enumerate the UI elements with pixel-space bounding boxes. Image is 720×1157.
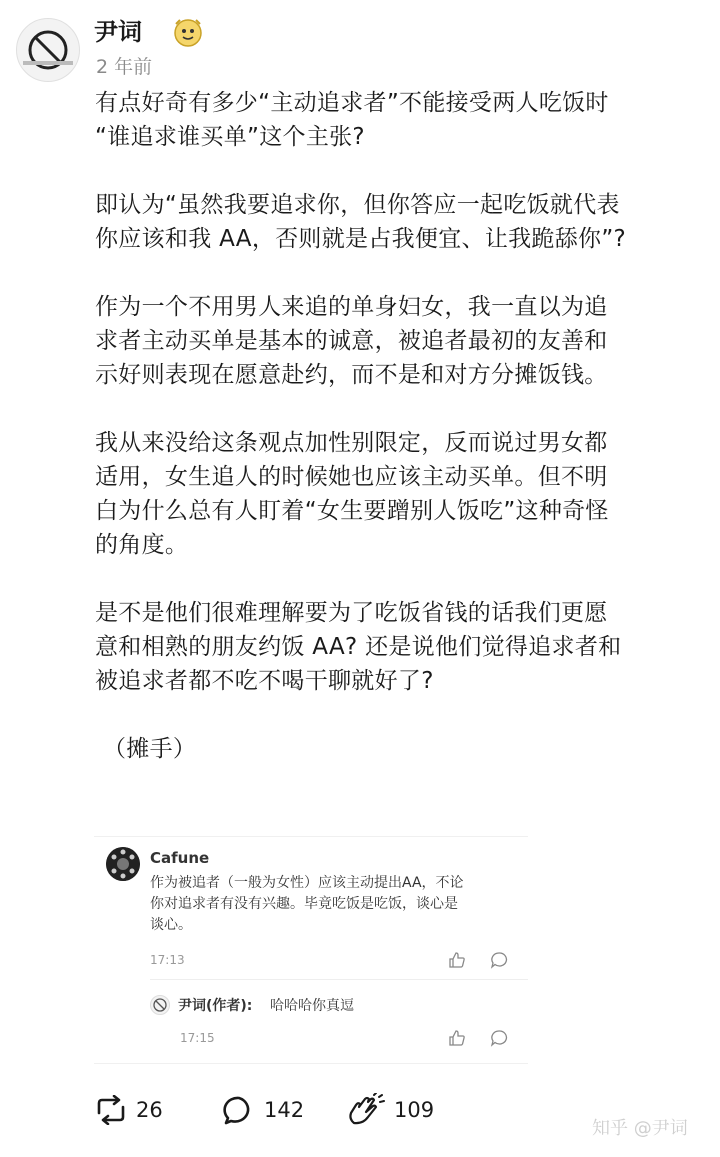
author-badge-icon[interactable] — [172, 18, 204, 48]
watermark: 知乎 @尹词 — [592, 1118, 688, 1139]
comment-count: 142 — [264, 1098, 305, 1122]
author-reply-text: 哈哈哈你真逗 — [270, 998, 354, 1014]
repost-count: 26 — [136, 1098, 163, 1122]
repost-button[interactable] — [94, 1095, 163, 1125]
comment-icon — [222, 1095, 256, 1125]
repost-icon — [94, 1095, 128, 1125]
paragraph-2: 即认为“虽然我要追求你，但你答应一起吃饭就代表 你应该和我 AA，否则就是占我便宜、让我跪舔你”? — [95, 192, 627, 252]
reply-icon — [490, 1029, 508, 1047]
author-reply-time: 17:15 — [180, 1031, 215, 1045]
post-time: 2 年前 — [96, 56, 153, 78]
author-reply-name: 尹词(作者): — [178, 998, 253, 1014]
comment-time: 17:13 — [150, 953, 185, 967]
clap-count: 109 — [394, 1098, 435, 1122]
like-icon — [448, 1029, 466, 1047]
comment-text: 作为被追者（一般为女性）应该主动提出AA，不论 你对追求者有没有兴趣。毕竟吃饭是吃饭，谈心是 谈心。 — [150, 875, 464, 933]
clap-button[interactable] — [346, 1095, 434, 1125]
paragraph-6: （摊手） — [103, 736, 197, 762]
author-avatar[interactable] — [16, 18, 80, 82]
clap-icon — [346, 1093, 386, 1127]
commenter-name: Cafune — [150, 849, 210, 867]
paragraph-1: 有点好奇有多少“主动追求者”不能接受两人吃饭时 “谁追求谁买单”这个主张? — [95, 90, 609, 150]
divider — [150, 979, 528, 980]
comment-button[interactable] — [222, 1095, 304, 1125]
reply-icon — [490, 951, 508, 969]
paragraph-5: 是不是他们很难理解要为了吃饭省钱的话我们更愿 意和相熟的朋友约饭 AA? 还是说他们觉得追求者和 被追求者都不吃不喝干聊就好了? — [95, 600, 622, 694]
paragraph-3: 作为一个不用男人来追的单身妇女，我一直以为追 求者主动买单是基本的诚意，被追者最初的友善和 示好则表现在愿意赴约，而不是和对方分摊饭钱。 — [95, 294, 608, 388]
author-name[interactable]: 尹词 — [94, 18, 142, 46]
post-header — [16, 16, 706, 86]
author-reply-avatar — [150, 995, 170, 1015]
paragraph-4: 我从来没给这条观点加性别限定，反而说过男女都 适用，女生追人的时候她也应该主动买单。但不明 白为什么总有人盯着“女生要蹭别人饭吃”这种奇怪 的角度。 — [95, 430, 609, 558]
no-sign-icon — [17, 19, 79, 81]
no-sign-icon — [151, 996, 169, 1014]
quoted-comment-screenshot — [94, 836, 528, 1064]
like-icon — [448, 951, 466, 969]
commenter-avatar — [106, 847, 140, 881]
post-content — [95, 86, 705, 766]
